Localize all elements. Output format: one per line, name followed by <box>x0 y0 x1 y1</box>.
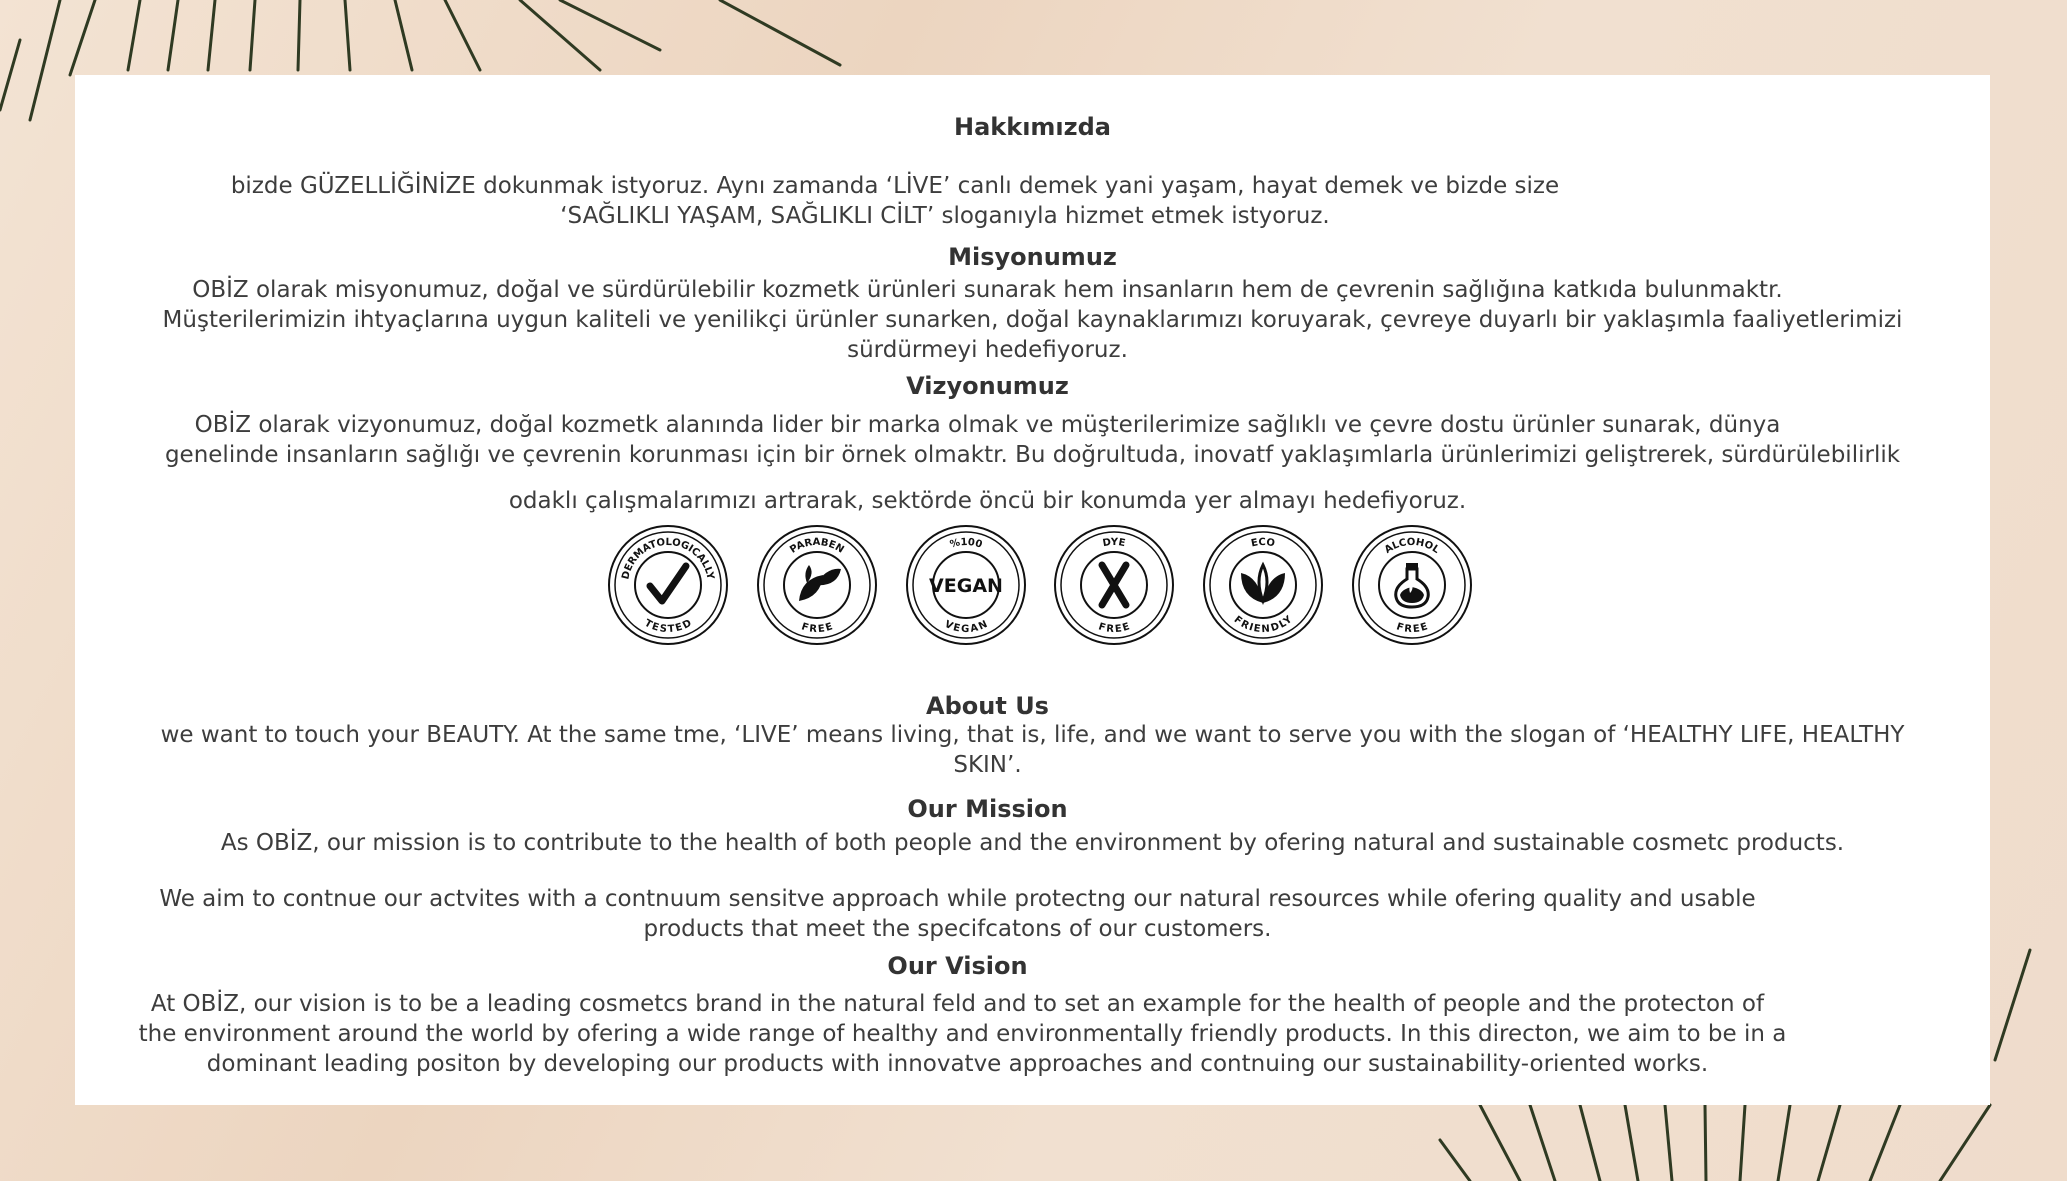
badge-6-top-text: ALCOHOL <box>1382 536 1442 556</box>
mission-en-heading: Our Mission <box>907 795 1068 823</box>
badge-paraben-free <box>755 523 879 647</box>
about-tr-heading: Hakkımızda <box>953 113 1111 141</box>
svg-text:TESTED <box>642 618 693 635</box>
about-en-line-2: SKIN’. <box>953 752 1022 778</box>
vision-tr-line-2: genelinde insanların sağlığı ve çevrenin korunması için bir örnek olmaktr. Bu doğrultuda, inovatf yaklaşımlarla ürünlerimizi geliştrerek, sürdürülebilirlik <box>164 442 1901 468</box>
leaf-icon <box>799 565 841 601</box>
svg-text:ECO <box>1250 537 1275 549</box>
leaves-icon <box>1241 565 1285 603</box>
svg-text:VEGAN <box>942 619 989 635</box>
svg-text:FRIENDLY <box>1232 614 1295 635</box>
mission-tr-line-2: Müşterilerimizin ihtyaçlarına uygun kaliteli ve yenilikçi ürünler sunarken, doğal kaynaklarımızı koruyarak, çevreye duyarlı bir yaklaşımla faaliyetlerimizi <box>162 307 1903 333</box>
badge-alcohol-free <box>1350 523 1474 647</box>
product-badges <box>606 523 1474 647</box>
badge-4-top-text: DYE <box>1102 536 1127 550</box>
mission-tr-line-1: OBİZ olarak misyonumuz, doğal ve sürdürülebilir kozmetk ürünleri sunarak hem insanların hem de çevrenin sağlığına katkıda bulunmaktr. <box>192 277 1783 303</box>
vision-en-line-1: At OBİZ, our vision is to be a leading cosmetcs brand in the natural feld and to set an example for the health of people and the protecton of <box>150 991 1765 1017</box>
svg-text:DYE <box>1102 537 1127 549</box>
badge-3-top-text: %100 <box>948 536 984 551</box>
svg-text:ALCOHOL <box>1383 537 1442 556</box>
vision-tr-line-3: odaklı çalışmalarımızı artrarak, sektörde öncü bir konumda yer almayı hedefiyoruz. <box>508 488 1467 514</box>
badge-1-bottom-text: TESTED <box>642 617 694 636</box>
badge-3-bottom-text: VEGAN <box>942 618 989 636</box>
badge-dye-free <box>1052 523 1176 647</box>
badge-5-top-text: ECO <box>1250 536 1276 550</box>
badge-2-bottom-text: FREE <box>799 621 834 636</box>
mission-en-line-2: We aim to contnue our actvites with a contnuum sensitve approach while protectng our natural resources while ofering quality and usable <box>159 886 1756 912</box>
vision-en-line-2: the environment around the world by ofering a wide range of healthy and environmentally friendly products. In this directon, we aim to be in a <box>138 1021 1787 1047</box>
mission-tr-line-3: sürdürmeyi hedefiyoruz. <box>847 337 1128 363</box>
badge-6-bottom-text: FREE <box>1394 621 1430 636</box>
vision-tr-line-1: OBİZ olarak vizyonumuz, doğal kozmetk alanında lider bir marka olmak ve müşterilerimize sağlıklı ve çevre dostu ürünler sunarak, dünya <box>194 412 1781 438</box>
vision-en-line-3: dominant leading positon by developing our products with innovatve approaches and contnuing our sustainability-oriented works. <box>206 1051 1709 1077</box>
x-mark-icon <box>1102 565 1126 605</box>
about-en-heading: About Us <box>926 692 1049 720</box>
badge-5-bottom-text: FRIENDLY <box>1231 614 1295 636</box>
checkmark-icon <box>650 566 686 601</box>
svg-text:FREE <box>1395 621 1429 635</box>
mission-en-line-3: products that meet the specifcatons of our customers. <box>643 916 1272 942</box>
mission-en-line-1: As OBİZ, our mission is to contribute to the health of both people and the environment by ofering natural and sustainable cosmetc products. <box>220 830 1845 856</box>
svg-text:FREE <box>1097 621 1131 635</box>
about-en-line-1: we want to touch your BEAUTY. At the same tme, ‘LIVE’ means living, that is, life, and we want to serve you with the slogan of ‘HEALTHY LIFE, HEALTHY <box>160 722 1905 748</box>
about-tr-line-2: ‘SAĞLIKLI YAŞAM, SAĞLIKLI CİLT’ sloganıyla hizmet etmek istyoruz. <box>560 203 1330 229</box>
vision-en-heading: Our Vision <box>887 952 1028 980</box>
badge-1-top-text: DERMATOLOGICALLY <box>620 536 716 581</box>
vegan-text-icon: VEGAN <box>928 575 1003 597</box>
badge-eco-friendly <box>1201 523 1325 647</box>
vision-tr-heading: Vizyonumuz <box>906 372 1069 400</box>
mission-tr-heading: Misyonumuz <box>948 243 1117 271</box>
svg-text:FREE <box>800 621 834 635</box>
badge-vegan <box>904 523 1028 647</box>
content-panel <box>75 75 1990 1105</box>
svg-text:%100 <box>948 537 983 551</box>
badge-2-top-text: PARABEN <box>787 536 846 556</box>
badge-4-bottom-text: FREE <box>1097 621 1132 636</box>
flask-icon <box>1396 563 1429 607</box>
badge-dermatologically-tested <box>606 523 730 647</box>
about-tr-line-1: bizde GÜZELLİĞİNİZE dokunmak istyoruz. Aynı zamanda ‘LİVE’ canlı demek yani yaşam, hayat demek ve bizde size <box>230 173 1560 199</box>
